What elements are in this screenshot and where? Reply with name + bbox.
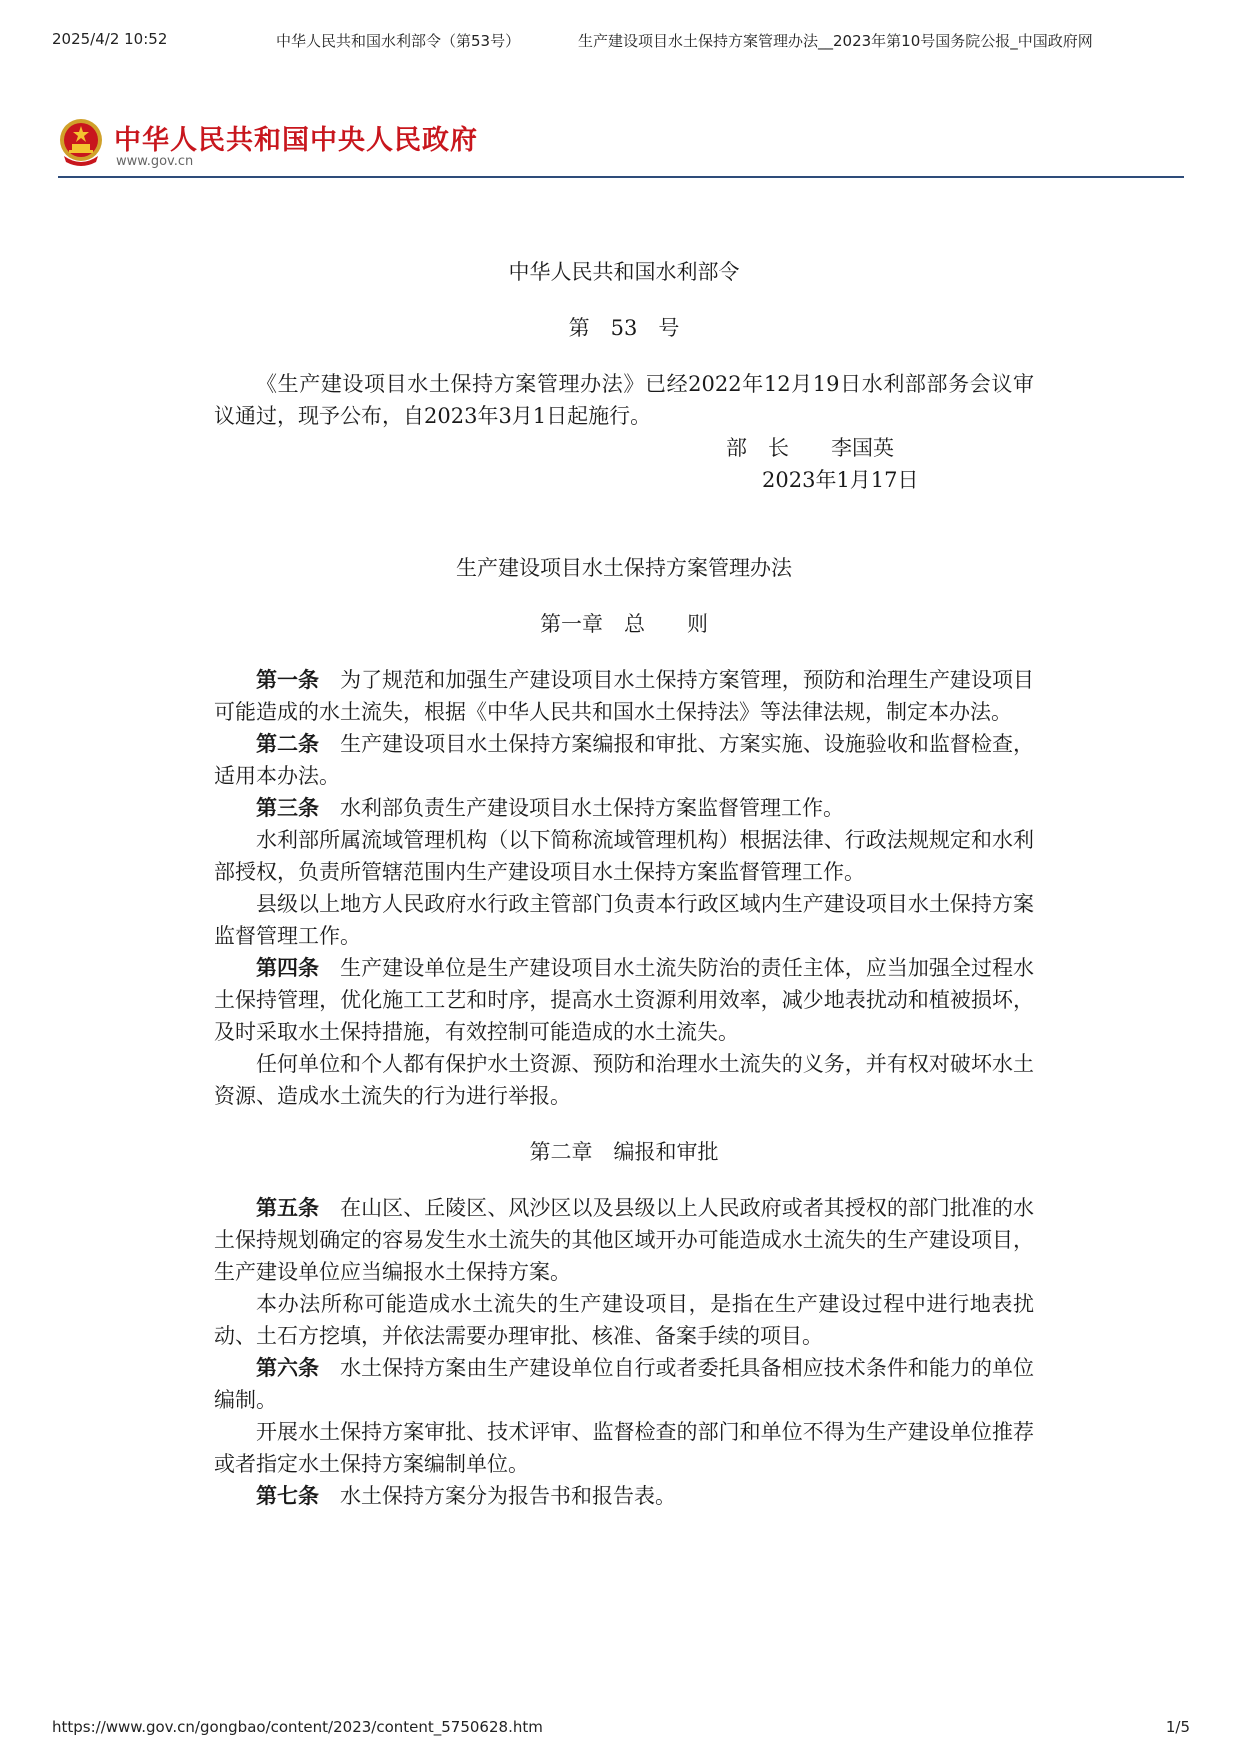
article-text: 县级以上地方人民政府水行政主管部门负责本行政区域内生产建设项目水土保持方案监督管理工作。 bbox=[214, 892, 1034, 948]
article-text: 水土保持方案由生产建设单位自行或者委托具备相应技术条件和能力的单位编制。 bbox=[214, 1356, 1035, 1412]
article-text: 任何单位和个人都有保护水土资源、预防和治理水土流失的义务，并有权对破坏水土资源、造成水土流失的行为进行举报。 bbox=[214, 1052, 1034, 1108]
chapter-heading: 第二章 编报和审批 bbox=[529, 1140, 719, 1164]
article-paragraph bbox=[214, 1192, 1034, 1288]
article-paragraph bbox=[214, 1416, 1034, 1480]
site-url: www.gov.cn bbox=[116, 154, 194, 169]
order-signer: 部 长 李国英 bbox=[726, 436, 894, 460]
order-body: 《生产建设项目水土保持方案管理办法》已经2022年12月19日水利部部务会议审议通过，现予公布，自2023年3月1日起施行。 bbox=[214, 372, 1034, 428]
article-paragraph bbox=[214, 728, 1034, 792]
article-number: 第二条 bbox=[256, 731, 320, 756]
banner-divider bbox=[58, 176, 1184, 178]
article-text: 开展水土保持方案审批、技术评审、监督检查的部门和单位不得为生产建设单位推荐或者指定水土保持方案编制单位。 bbox=[214, 1420, 1034, 1476]
national-emblem-icon bbox=[58, 116, 104, 168]
article-paragraph bbox=[214, 1048, 1034, 1112]
article-text: 水利部负责生产建设项目水土保持方案监督管理工作。 bbox=[340, 796, 844, 820]
article-paragraph bbox=[214, 1288, 1034, 1352]
chapter-2-paragraphs bbox=[214, 1192, 1034, 1512]
article-paragraph bbox=[214, 888, 1034, 952]
order-title: 中华人民共和国水利部令 bbox=[508, 260, 740, 284]
article-number: 第五条 bbox=[256, 1195, 320, 1220]
chapter-1-paragraphs bbox=[214, 664, 1034, 1112]
order-number: 第 53 号 bbox=[568, 316, 680, 340]
site-name: 中华人民共和国中央人民政府 bbox=[114, 125, 478, 156]
article-paragraph bbox=[214, 824, 1034, 888]
chapter-heading: 第一章 总 则 bbox=[540, 612, 708, 636]
article-text: 水利部所属流域管理机构（以下简称流域管理机构）根据法律、行政法规规定和水利部授权，负责所管辖范围内生产建设项目水土保持方案监督管理工作。 bbox=[214, 828, 1034, 884]
article-text: 生产建设项目水土保持方案编报和审批、方案实施、设施验收和监督检查，适用本办法。 bbox=[214, 732, 1035, 788]
article-number: 第四条 bbox=[256, 955, 320, 980]
article-paragraph bbox=[214, 952, 1034, 1048]
article-paragraph bbox=[214, 664, 1034, 728]
article-text: 为了规范和加强生产建设项目水土保持方案管理，预防和治理生产建设项目可能造成的水土流失，根据《中华人民共和国水土保持法》等法律法规，制定本办法。 bbox=[214, 668, 1035, 724]
regulation-title: 生产建设项目水土保持方案管理办法 bbox=[456, 556, 792, 580]
article-number: 第七条 bbox=[256, 1483, 319, 1508]
article-paragraph bbox=[214, 1480, 1034, 1512]
print-url: https://www.gov.cn/gongbao/content/2023/content_5750628.htm bbox=[52, 1718, 543, 1736]
site-banner bbox=[58, 116, 1184, 178]
print-tab-title: 中华人民共和国水利部令（第53号） bbox=[276, 32, 521, 50]
article-text: 在山区、丘陵区、风沙区以及县级以上人民政府或者其授权的部门批准的水土保持规划确定的容易发生水土流失的其他区域开办可能造成水土流失的生产建设项目，生产建设单位应当编报水土保持方案。 bbox=[214, 1196, 1035, 1284]
document-body bbox=[214, 256, 1034, 1512]
article-number: 第三条 bbox=[256, 795, 319, 820]
article-paragraph bbox=[214, 792, 1034, 824]
print-datetime: 2025/4/2 10:52 bbox=[52, 30, 168, 48]
print-page-title: 生产建设项目水土保持方案管理办法__2023年第10号国务院公报_中国政府网 bbox=[578, 32, 1093, 50]
article-number: 第六条 bbox=[256, 1355, 320, 1380]
article-text: 生产建设单位是生产建设项目水土流失防治的责任主体，应当加强全过程水土保持管理，优化施工工艺和时序，提高水土资源利用效率，减少地表扰动和植被损坏，及时采取水土保持措施，有效控制可能造成的水土流失。 bbox=[214, 956, 1035, 1044]
article-text: 本办法所称可能造成水土流失的生产建设项目，是指在生产建设过程中进行地表扰动、土石方挖填，并依法需要办理审批、核准、备案手续的项目。 bbox=[214, 1292, 1034, 1348]
article-number: 第一条 bbox=[256, 667, 320, 692]
order-date: 2023年1月17日 bbox=[762, 468, 919, 492]
article-paragraph bbox=[214, 1352, 1034, 1416]
article-text: 水土保持方案分为报告书和报告表。 bbox=[340, 1484, 676, 1508]
print-page-number: 1/5 bbox=[1165, 1718, 1190, 1736]
